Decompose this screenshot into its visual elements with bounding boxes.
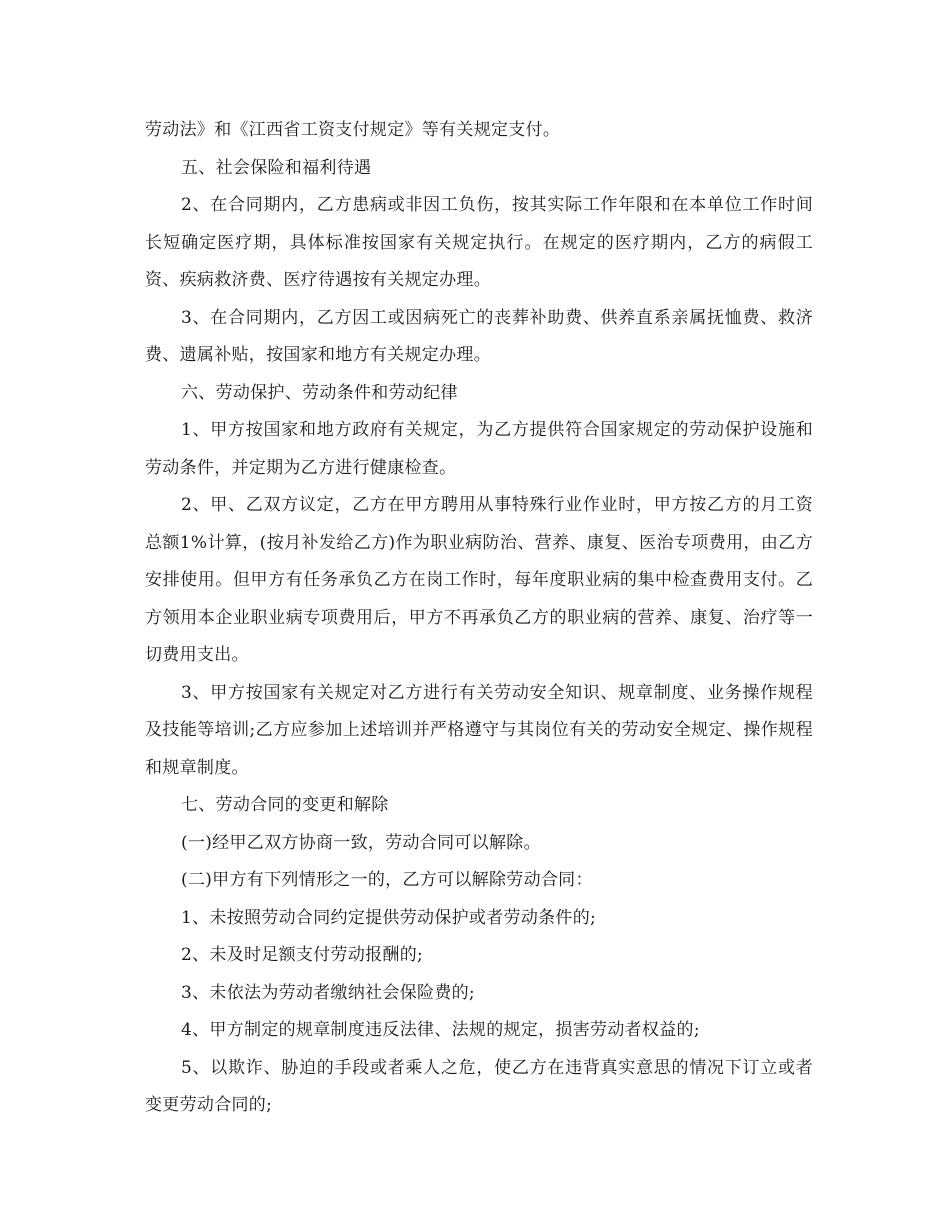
list-item: 3、未依法为劳动者缴纳社会保险费的; bbox=[181, 982, 475, 1003]
list-item: 5、以欺诈、胁迫的手段或者乘人之危，使乙方在违背真实意思的情况下订立或者变更劳动合同的; bbox=[145, 1057, 813, 1115]
clause-paragraph: 2、甲、乙双方议定，乙方在甲方聘用从事特殊行业作业时，甲方按乙方的月工资总额1%计算，(按月补发给乙方)作为职业病防治、营养、康复、医治专项费用，由乙方安排使用。但甲方有任务承负乙方在岗工作时，每年度职业病的集中检查费用支付。乙方领用本企业职业病专项费用后，甲方不再承负乙方的职业病的营养、康复、治疗等一切费用支出。 bbox=[145, 495, 813, 665]
list-item: 1、未按照劳动合同约定提供劳动保护或者劳动条件的; bbox=[181, 907, 597, 928]
section-heading-labor-protection: 六、劳动保护、劳动条件和劳动纪律 bbox=[181, 382, 458, 403]
clause-paragraph: (二)甲方有下列情形之一的，乙方可以解除劳动合同： bbox=[181, 870, 593, 890]
list-item: 2、未及时足额支付劳动报酬的; bbox=[181, 945, 424, 965]
clause-paragraph: 3、甲方按国家有关规定对乙方进行有关劳动安全知识、规章制度、业务操作规程及技能等培训;乙方应参加上述培训并严格遵守与其岗位有关的劳动安全规定、操作规程和规章制度。 bbox=[145, 682, 813, 778]
clause-paragraph: 3、在合同期内，乙方因工或因病死亡的丧葬补助费、供养直系亲属抚恤费、救济费、遗属补贴，按国家和地方有关规定办理。 bbox=[145, 307, 813, 365]
clause-paragraph: 1、甲方按国家和地方政府有关规定，为乙方提供符合国家规定的劳动保护设施和劳动条件，并定期为乙方进行健康检查。 bbox=[145, 420, 813, 478]
paragraph-continuation: 劳动法》和《江西省工资支付规定》等有关规定支付。 bbox=[145, 120, 561, 140]
clause-paragraph: (一)经甲乙双方协商一致，劳动合同可以解除。 bbox=[181, 832, 541, 853]
list-item: 4、甲方制定的规章制度违反法律、法规的规定，损害劳动者权益的; bbox=[181, 1020, 700, 1040]
clause-paragraph: 2、在合同期内，乙方患病或非因工负伤，按其实际工作年限和在本单位工作时间长短确定医疗期，具体标准按国家有关规定执行。在规定的医疗期内，乙方的病假工资、疾病救济费、医疗待遇按有关规定办理。 bbox=[145, 195, 813, 290]
section-heading-social-insurance: 五、社会保险和福利待遇 bbox=[181, 157, 372, 178]
section-heading-contract-change: 七、劳动合同的变更和解除 bbox=[181, 795, 389, 815]
document-page bbox=[145, 112, 813, 1125]
